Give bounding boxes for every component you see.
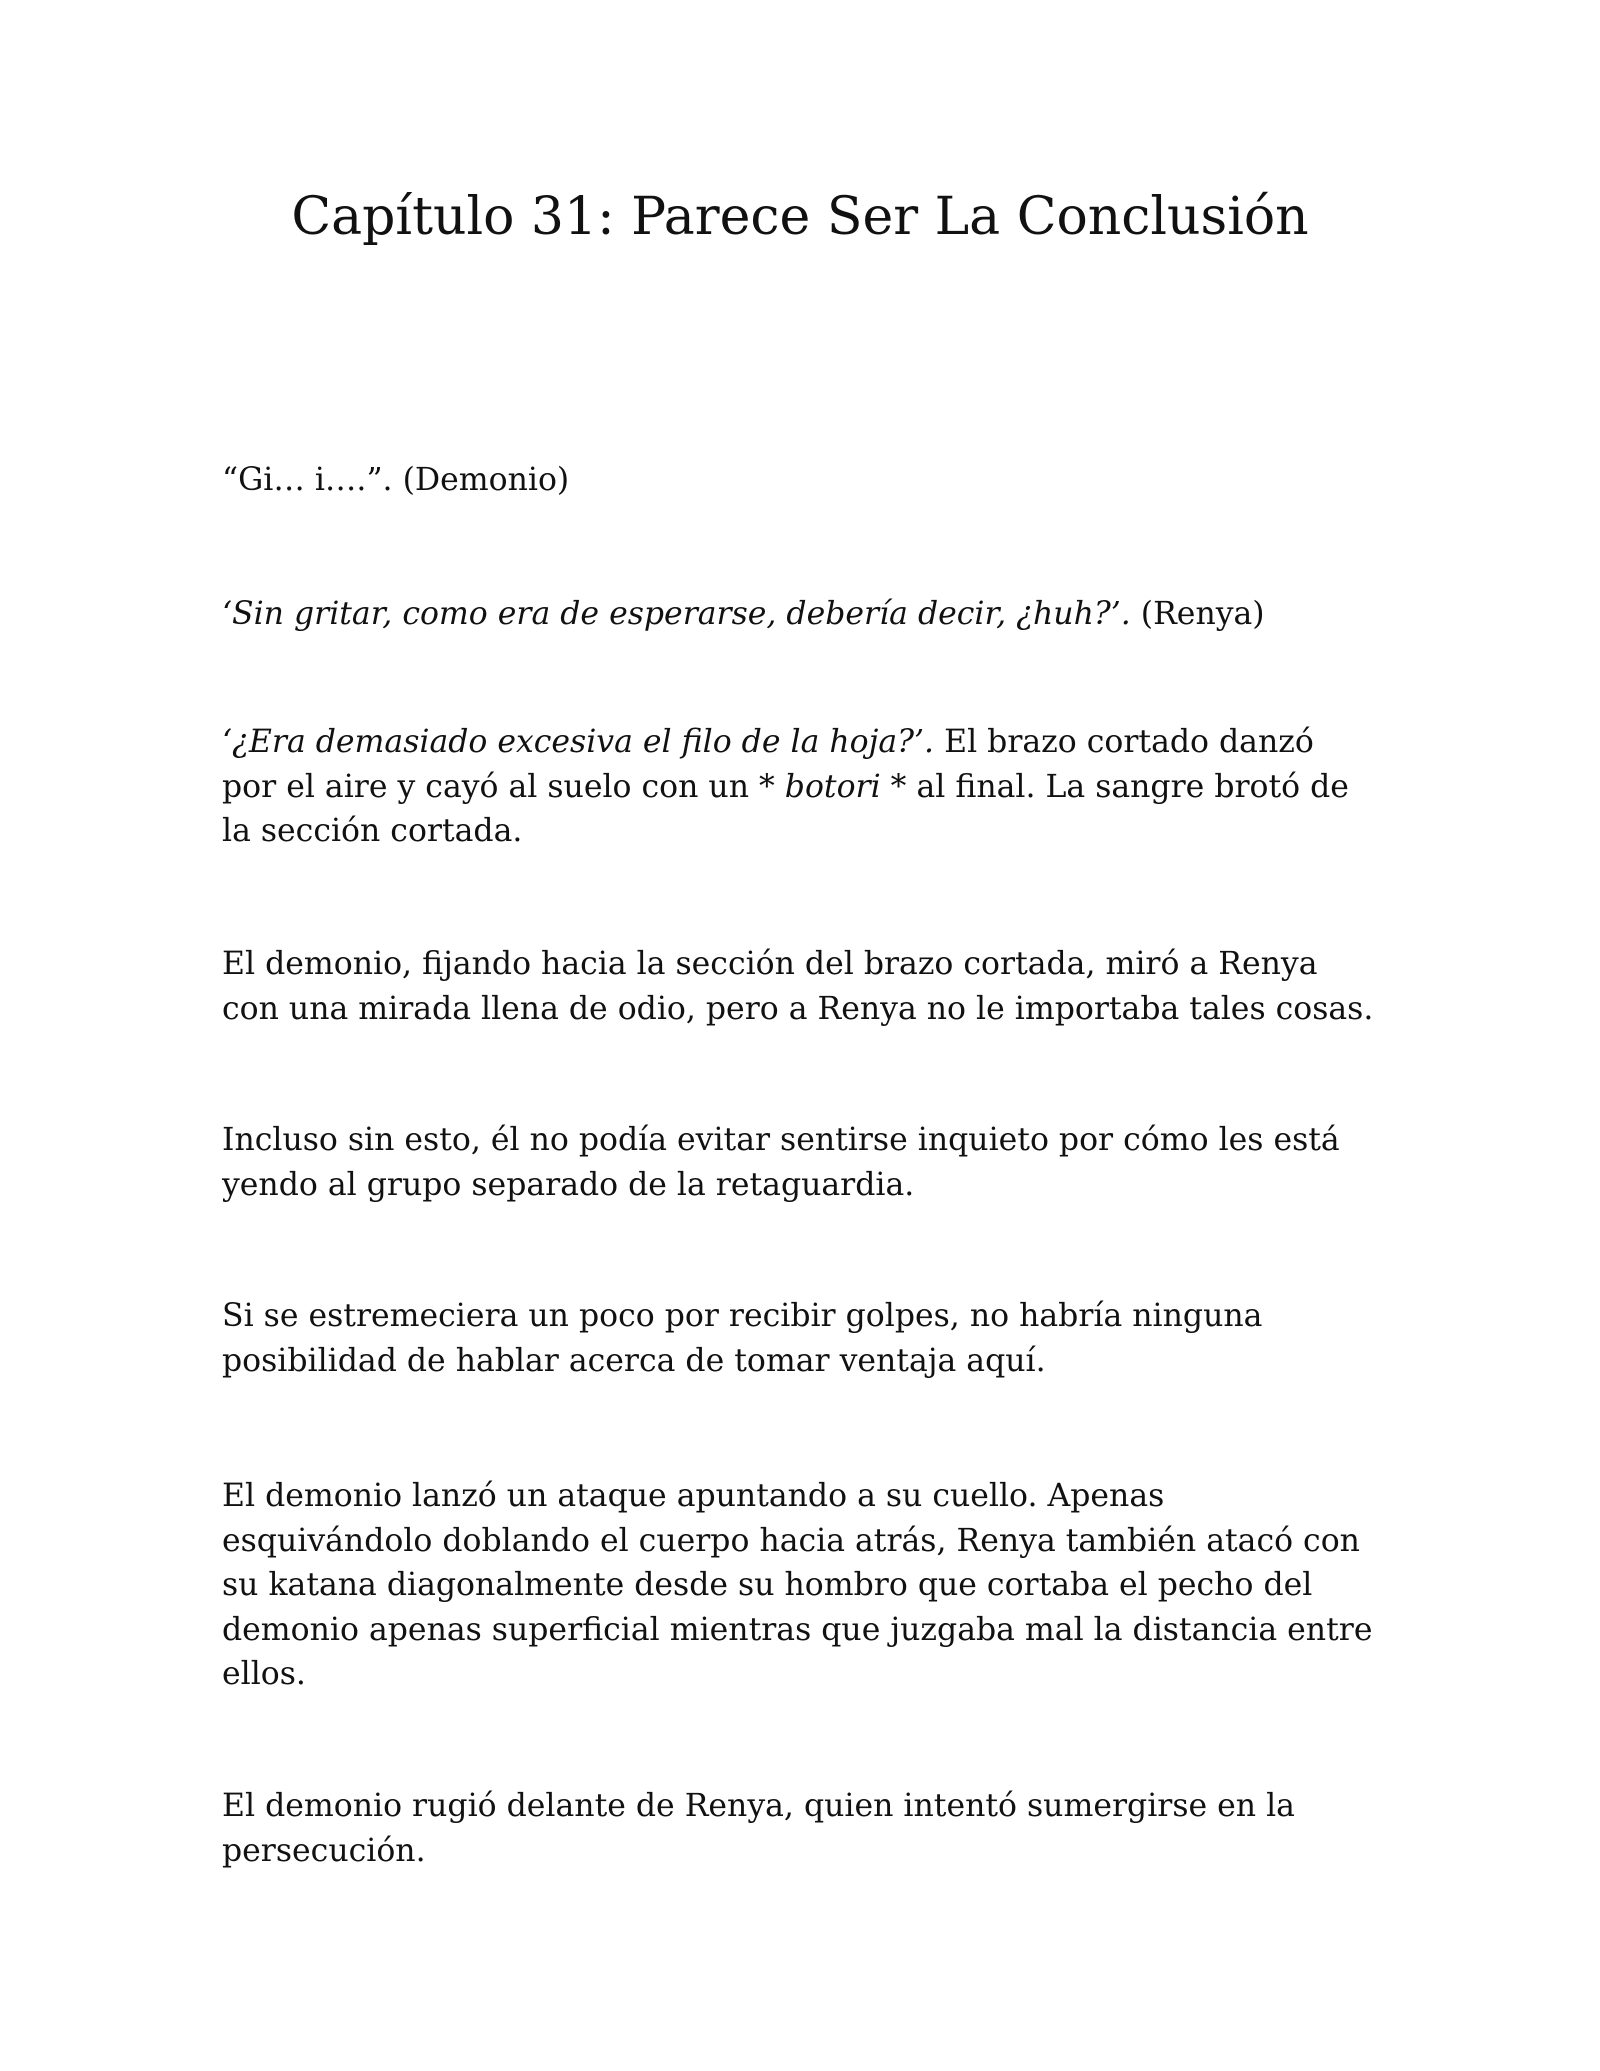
paragraph-line bbox=[222, 1519, 1422, 1564]
paragraph bbox=[222, 1474, 1422, 1697]
chapter-title: Capítulo 31: Parece Ser La Conclusión bbox=[291, 187, 1309, 247]
paragraph-line bbox=[222, 592, 1422, 637]
text-run: * al final. La sangre brotó de bbox=[880, 768, 1349, 805]
text-run: la sección cortada. bbox=[222, 813, 523, 849]
paragraph-line bbox=[222, 1163, 1422, 1208]
text-run: Si se estremeciera un poco por recibir golpes, no habría ninguna bbox=[222, 1298, 1263, 1334]
text-run: yendo al grupo separado de la retaguardia. bbox=[222, 1166, 915, 1203]
paragraph-line bbox=[222, 1563, 1422, 1608]
text-run: El demonio lanzó un ataque apuntando a su cuello. Apenas bbox=[222, 1478, 1165, 1514]
text-run: El demonio, fijando hacia la sección del brazo cortada, miró a Renya bbox=[222, 946, 1318, 982]
text-run: Incluso sin esto, él no podía evitar sentirse inquieto por cómo les está bbox=[222, 1122, 1340, 1158]
paragraph-line bbox=[222, 1118, 1422, 1163]
paragraph-line bbox=[222, 1829, 1422, 1874]
paragraph-line bbox=[222, 1294, 1422, 1339]
paragraph bbox=[222, 1784, 1422, 1873]
paragraph-line bbox=[222, 987, 1422, 1032]
paragraph bbox=[222, 720, 1422, 854]
italic-text: botori bbox=[784, 768, 881, 805]
paragraph-line bbox=[222, 458, 1422, 503]
paragraph-line bbox=[222, 1784, 1422, 1829]
paragraph-line bbox=[222, 809, 1422, 854]
paragraph-line bbox=[222, 1474, 1422, 1519]
text-run: “Gi… i….”. (Demonio) bbox=[222, 462, 570, 498]
paragraph bbox=[222, 1118, 1422, 1207]
text-run: por el aire y cayó al suelo con un * bbox=[222, 768, 785, 805]
paragraph-line bbox=[222, 1608, 1422, 1653]
text-run: demonio apenas superficial mientras que juzgaba mal la distancia entre bbox=[222, 1611, 1373, 1648]
text-run: ellos. bbox=[222, 1656, 306, 1692]
text-run: persecución. bbox=[222, 1832, 426, 1869]
paragraph-line bbox=[222, 1339, 1422, 1384]
text-run: El demonio rugió delante de Renya, quien intentó sumergirse en la bbox=[222, 1788, 1295, 1824]
paragraph-line bbox=[222, 1652, 1422, 1697]
paragraph bbox=[222, 942, 1422, 1031]
italic-text: ‘¿Era demasiado excesiva el filo de la hoja?’. bbox=[222, 724, 935, 760]
paragraph-line bbox=[222, 765, 1422, 810]
paragraph-line bbox=[222, 942, 1422, 987]
paragraph bbox=[222, 458, 1422, 503]
text-run: esquivándolo doblando el cuerpo hacia atrás, Renya también atacó con bbox=[222, 1522, 1360, 1559]
paragraph bbox=[222, 592, 1422, 637]
text-run: su katana diagonalmente desde su hombro que cortaba el pecho del bbox=[222, 1567, 1313, 1603]
text-run: El brazo cortado danzó bbox=[934, 724, 1314, 760]
italic-text: ‘Sin gritar, como era de esperarse, debería decir, ¿huh?’. bbox=[222, 596, 1131, 632]
text-run: con una mirada llena de odio, pero a Renya no le importaba tales cosas. bbox=[222, 990, 1374, 1027]
paragraph-line bbox=[222, 720, 1422, 765]
paragraph bbox=[222, 1294, 1422, 1383]
text-run: posibilidad de hablar acerca de tomar ventaja aquí. bbox=[222, 1342, 1046, 1379]
text-run: (Renya) bbox=[1130, 596, 1265, 632]
